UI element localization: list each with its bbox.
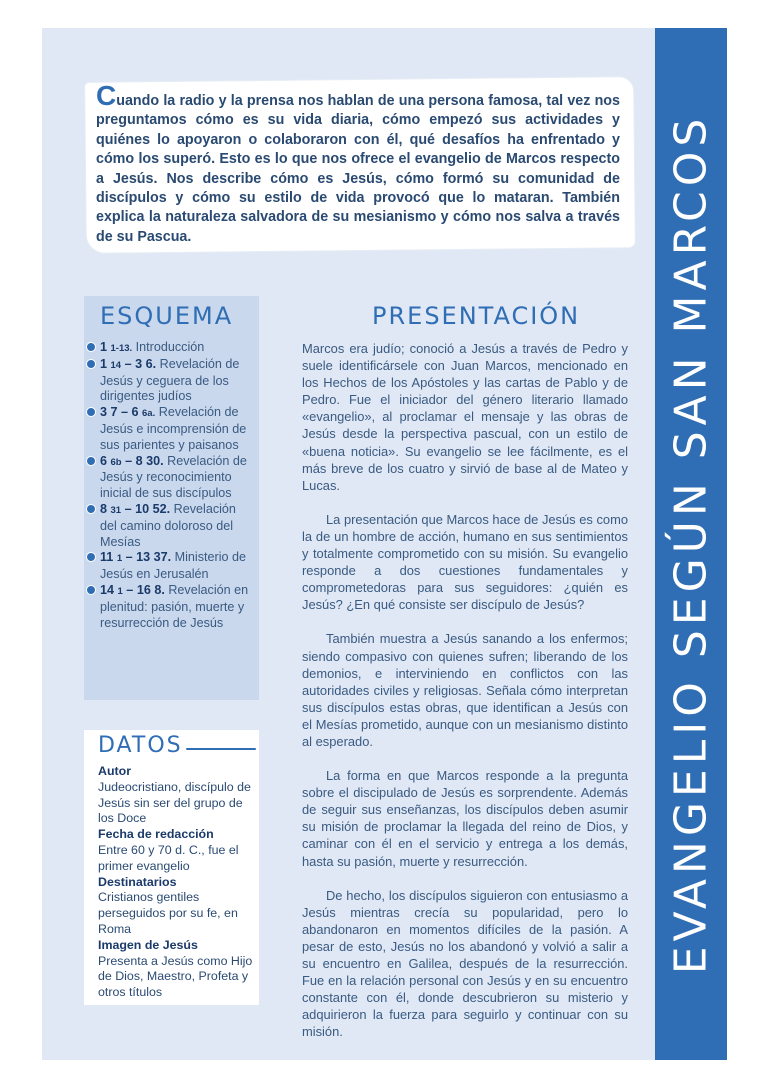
intro-text: uando la radio y la prensa nos hablan de una persona famosa, tal vez nos preguntamos cómo es su vida diaria, cómo empezó sus actividades y quiénes lo apoyaron o colaboraron con él, qué desafíos ha enfrentado y cómo los superó. Esto es lo que nos ofrece el evangelio de Marcos respecto a Jesús. Nos describe cómo es Jesús, cómo formó su comunidad de discípulos y cómo su estilo de vida provocó que lo mataran. También explica la naturaleza salvadora de su mesianismo y cómo nos salva a través de su Pascua. [96,93,620,245]
esquema-item [86,550,256,583]
datos-imagen-label: Imagen de Jesús [98,937,198,952]
datos-fecha-text: Entre 60 y 70 d. C., fue el primer evangelio [98,842,239,873]
datos-destinatarios-text: Cristianos gentiles perseguidos por su fe, en Roma [98,890,238,936]
esquema-item [86,583,256,631]
esquema-desc: Ministerio de Jesús en Jerusalén [100,550,247,582]
datos-autor-label: Autor [98,764,132,778]
esquema-ref: 11 1 – 13 37. [100,550,172,565]
datos-destinatarios-label: Destinatarios [98,874,177,889]
vertical-book-title: EVANGELIO SEGÚN SAN MARCOS [665,113,717,975]
bullet-icon [86,585,96,595]
esquema-ref: 6 6b – 8 30. [100,453,164,468]
presentacion-paragraph: Marcos era judío; conoció a Jesús a través de Pedro y suele identificársele con Juan Marcos, mencionado en los Hechos de los Apóstoles y las cartas de Pablo y de Pedro. Fue el iniciador del género literario llamado «evangelio», al proclamar el mensaje y las obras de Jesús desde la perspectiva pascual, con un estilo de «buena noticia». Su evangelio se lee fácilmente, es el más breve de los cuatro y sirvió de base al de Mateo y Lucas. [302,341,628,493]
presentacion-paragraph: La presentación que Marcos hace de Jesús es como la de un hombre de acción, humano en sus sentimientos y totalmente comprometido con su misión. Su evangelio responde a dos cuestiones fundamentales y comprometedoras para sus seguidores: ¿quién es Jesús? ¿En qué consiste ser discípulo de Jesús? [302,511,628,613]
esquema-desc: Revelación del camino doloroso del Mesías [100,501,236,549]
esquema-desc: Revelación de Jesús y reconocimiento inicial de sus discípulos [100,453,247,501]
esquema-item [86,405,256,453]
esquema-desc: Revelación de Jesús y ceguera de los dirigentes judíos [100,356,240,404]
datos-autor-text: Judeocristiano, discípulo de Jesús sin ser del grupo de los Doce [98,779,251,826]
datos-content [98,764,256,1001]
bullet-icon [86,456,96,466]
esquema-desc: Revelación de Jesús e incomprensión de sus parientes y paisanos [100,405,247,452]
esquema-ref: 1 1-13. [100,340,133,354]
presentacion-paragraph: La forma en que Marcos responde a la pregunta sobre el discipulado de Jesús es sorprendente. Además de seguir sus enseñanzas, los discípulos deben asumir su misión de proclamar la llegada del reino de Dios, y caminar con él en el servicio y entrega a los demás, hasta su pasión, muerte y resurrección. [302,768,628,869]
intro-dropcap: C [96,80,117,111]
datos-fecha-label: Fecha de redacción [98,827,214,842]
datos-underline [186,748,256,750]
esquema-list [86,340,256,631]
esquema-ref: 3 7 – 6 6a. [100,405,156,420]
bullet-icon [86,342,96,352]
datos-heading: DATOS [98,733,183,758]
bullet-icon [86,552,96,562]
datos-imagen-text: Presenta a Jesús como Hijo de Dios, Maestro, Profeta y otros títulos [98,953,253,1000]
esquema-item [86,357,256,405]
bullet-icon [86,504,96,514]
esquema-desc: Introducción [132,340,205,354]
esquema-item [86,340,256,357]
esquema-desc: Revelación en plenitud: pasión, muerte y resurrección de Jesús [100,582,249,630]
bullet-icon [86,407,96,417]
presentacion-body [302,340,628,1057]
esquema-heading: ESQUEMA [100,302,234,330]
esquema-ref: 8 31 – 10 52. [100,501,171,516]
esquema-ref: 14 1 – 16 8. [100,582,165,597]
esquema-item [86,454,256,502]
esquema-item [86,502,256,550]
esquema-ref: 1 14 – 3 6. [100,356,157,371]
presentacion-paragraph: De hecho, los discípulos siguieron con entusiasmo a Jesús mientras crecía su popularidad, pero lo abandonaron en momentos difíciles de la pasión. A pesar de esto, Jesús no los abandonó y volvió a salir a su encuentro en Galilea, después de la resurrección. Fue en la relación personal con Jesús y en su encuentro constante con él, donde descubrieron su misterio y adquirieron la fuerza para seguirlo y continuar con su misión. [302,887,628,1040]
intro-paragraph [96,80,620,247]
presentacion-heading: PRESENTACIÓN [372,302,581,330]
presentacion-paragraph: También muestra a Jesús sanando a los enfermos; siendo compasivo con quienes sufren; liberando de los demonios, e interviniendo en conflictos con las autoridades civiles y religiosas. Señala cómo interpretan sus discípulos estas obras, que identifican a Jesús con el Mesías prometido, aunque con un mesianismo distinto al esperado. [302,631,628,749]
bullet-icon [86,359,96,369]
